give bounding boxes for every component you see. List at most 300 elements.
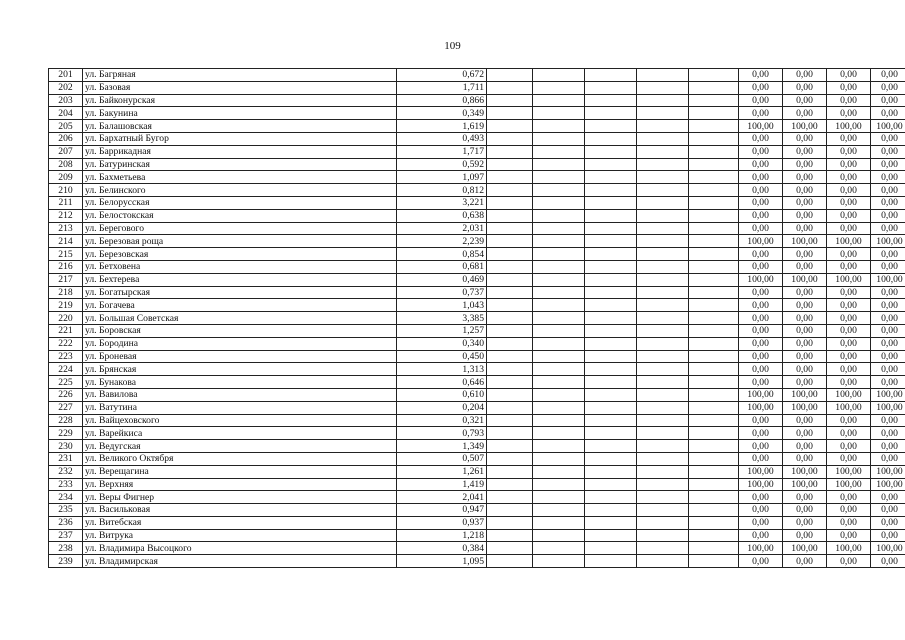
- row-number: 236: [49, 516, 83, 529]
- percent-value-2: 0,00: [783, 529, 827, 542]
- empty-cell: [637, 248, 689, 261]
- percent-value-1: 0,00: [739, 299, 783, 312]
- empty-cell: [585, 478, 637, 491]
- table-row: [49, 350, 905, 363]
- row-number: 217: [49, 273, 83, 286]
- empty-cell: [487, 94, 533, 107]
- street-name: ул. Берегового: [83, 222, 397, 235]
- length-value: 0,349: [397, 107, 487, 120]
- empty-cell: [533, 376, 585, 389]
- empty-cell: [487, 529, 533, 542]
- empty-cell: [487, 414, 533, 427]
- empty-cell: [533, 273, 585, 286]
- percent-value-4: 0,00: [871, 69, 905, 82]
- empty-cell: [533, 171, 585, 184]
- street-name: ул. Багряная: [83, 69, 397, 82]
- percent-value-4: 0,00: [871, 184, 905, 197]
- percent-value-1: 0,00: [739, 555, 783, 568]
- row-number: 216: [49, 260, 83, 273]
- empty-cell: [533, 542, 585, 555]
- empty-cell: [637, 235, 689, 248]
- empty-cell: [637, 542, 689, 555]
- empty-cell: [637, 427, 689, 440]
- percent-value-3: 0,00: [827, 529, 871, 542]
- percent-value-4: 100,00: [871, 120, 905, 133]
- empty-cell: [487, 312, 533, 325]
- percent-value-2: 0,00: [783, 324, 827, 337]
- empty-cell: [487, 465, 533, 478]
- table-row: [49, 209, 905, 222]
- percent-value-4: 0,00: [871, 440, 905, 453]
- empty-cell: [689, 286, 739, 299]
- table-row: [49, 363, 905, 376]
- empty-cell: [487, 81, 533, 94]
- street-name: ул. Брянская: [83, 363, 397, 376]
- percent-value-4: 0,00: [871, 81, 905, 94]
- empty-cell: [637, 94, 689, 107]
- percent-value-4: 0,00: [871, 299, 905, 312]
- empty-cell: [487, 132, 533, 145]
- length-value: 2,239: [397, 235, 487, 248]
- percent-value-2: 0,00: [783, 312, 827, 325]
- empty-cell: [533, 401, 585, 414]
- empty-cell: [487, 171, 533, 184]
- table-row: [49, 440, 905, 453]
- empty-cell: [487, 273, 533, 286]
- percent-value-1: 100,00: [739, 120, 783, 133]
- percent-value-1: 0,00: [739, 516, 783, 529]
- table-row: [49, 94, 905, 107]
- percent-value-3: 0,00: [827, 260, 871, 273]
- percent-value-2: 100,00: [783, 120, 827, 133]
- empty-cell: [637, 376, 689, 389]
- empty-cell: [585, 401, 637, 414]
- percent-value-3: 100,00: [827, 478, 871, 491]
- empty-cell: [533, 248, 585, 261]
- percent-value-1: 100,00: [739, 542, 783, 555]
- empty-cell: [637, 401, 689, 414]
- table-row: [49, 145, 905, 158]
- empty-cell: [487, 516, 533, 529]
- empty-cell: [487, 248, 533, 261]
- percent-value-1: 0,00: [739, 81, 783, 94]
- street-name: ул. Вайцеховского: [83, 414, 397, 427]
- empty-cell: [689, 107, 739, 120]
- row-number: 227: [49, 401, 83, 414]
- empty-cell: [585, 376, 637, 389]
- percent-value-4: 0,00: [871, 248, 905, 261]
- row-number: 225: [49, 376, 83, 389]
- row-number: 207: [49, 145, 83, 158]
- table-row: [49, 478, 905, 491]
- percent-value-3: 0,00: [827, 440, 871, 453]
- percent-value-1: 0,00: [739, 132, 783, 145]
- percent-value-2: 0,00: [783, 440, 827, 453]
- empty-cell: [637, 452, 689, 465]
- percent-value-3: 0,00: [827, 184, 871, 197]
- empty-cell: [585, 209, 637, 222]
- empty-cell: [533, 452, 585, 465]
- percent-value-2: 0,00: [783, 376, 827, 389]
- percent-value-4: 100,00: [871, 401, 905, 414]
- empty-cell: [689, 427, 739, 440]
- percent-value-3: 0,00: [827, 504, 871, 517]
- empty-cell: [487, 401, 533, 414]
- percent-value-3: 0,00: [827, 555, 871, 568]
- empty-cell: [689, 132, 739, 145]
- percent-value-4: 0,00: [871, 312, 905, 325]
- table-row: [49, 388, 905, 401]
- empty-cell: [689, 414, 739, 427]
- percent-value-3: 0,00: [827, 414, 871, 427]
- empty-cell: [533, 260, 585, 273]
- percent-value-1: 0,00: [739, 145, 783, 158]
- street-name: ул. Владимира Высоцкого: [83, 542, 397, 555]
- table-row: [49, 529, 905, 542]
- empty-cell: [585, 542, 637, 555]
- empty-cell: [689, 388, 739, 401]
- percent-value-1: 0,00: [739, 312, 783, 325]
- percent-value-2: 0,00: [783, 452, 827, 465]
- street-name: ул. Верещагина: [83, 465, 397, 478]
- row-number: 229: [49, 427, 83, 440]
- empty-cell: [637, 440, 689, 453]
- empty-cell: [585, 555, 637, 568]
- street-name: ул. Березовая роща: [83, 235, 397, 248]
- table-row: [49, 452, 905, 465]
- empty-cell: [487, 145, 533, 158]
- percent-value-3: 0,00: [827, 158, 871, 171]
- empty-cell: [689, 145, 739, 158]
- percent-value-2: 0,00: [783, 248, 827, 261]
- length-value: 0,854: [397, 248, 487, 261]
- percent-value-4: 0,00: [871, 504, 905, 517]
- empty-cell: [585, 337, 637, 350]
- empty-cell: [585, 452, 637, 465]
- empty-cell: [487, 324, 533, 337]
- empty-cell: [689, 248, 739, 261]
- percent-value-4: 0,00: [871, 350, 905, 363]
- percent-value-4: 0,00: [871, 529, 905, 542]
- row-number: 210: [49, 184, 83, 197]
- empty-cell: [637, 350, 689, 363]
- row-number: 205: [49, 120, 83, 133]
- table-row: [49, 491, 905, 504]
- percent-value-4: 0,00: [871, 286, 905, 299]
- empty-cell: [689, 491, 739, 504]
- percent-value-2: 0,00: [783, 107, 827, 120]
- empty-cell: [487, 504, 533, 517]
- street-name: ул. Верхняя: [83, 478, 397, 491]
- row-number: 208: [49, 158, 83, 171]
- street-name: ул. Бетховена: [83, 260, 397, 273]
- percent-value-4: 0,00: [871, 171, 905, 184]
- row-number: 206: [49, 132, 83, 145]
- row-number: 209: [49, 171, 83, 184]
- percent-value-4: 100,00: [871, 478, 905, 491]
- percent-value-2: 0,00: [783, 363, 827, 376]
- table-row: [49, 81, 905, 94]
- empty-cell: [533, 299, 585, 312]
- row-number: 222: [49, 337, 83, 350]
- empty-cell: [487, 388, 533, 401]
- empty-cell: [637, 299, 689, 312]
- percent-value-2: 0,00: [783, 491, 827, 504]
- percent-value-3: 0,00: [827, 491, 871, 504]
- percent-value-2: 100,00: [783, 273, 827, 286]
- street-name: ул. Белостокская: [83, 209, 397, 222]
- percent-value-4: 100,00: [871, 235, 905, 248]
- row-number: 223: [49, 350, 83, 363]
- street-name: ул. Бархатный Бугор: [83, 132, 397, 145]
- row-number: 220: [49, 312, 83, 325]
- empty-cell: [637, 273, 689, 286]
- percent-value-4: 0,00: [871, 427, 905, 440]
- empty-cell: [689, 94, 739, 107]
- percent-value-3: 0,00: [827, 452, 871, 465]
- percent-value-3: 0,00: [827, 132, 871, 145]
- length-value: 0,947: [397, 504, 487, 517]
- empty-cell: [585, 120, 637, 133]
- empty-cell: [487, 107, 533, 120]
- length-value: 1,619: [397, 120, 487, 133]
- percent-value-2: 100,00: [783, 388, 827, 401]
- empty-cell: [487, 427, 533, 440]
- percent-value-2: 0,00: [783, 81, 827, 94]
- table-row: [49, 427, 905, 440]
- empty-cell: [487, 260, 533, 273]
- empty-cell: [637, 171, 689, 184]
- empty-cell: [533, 81, 585, 94]
- table-row: [49, 273, 905, 286]
- empty-cell: [637, 529, 689, 542]
- empty-cell: [533, 491, 585, 504]
- empty-cell: [533, 440, 585, 453]
- percent-value-2: 0,00: [783, 222, 827, 235]
- empty-cell: [585, 312, 637, 325]
- empty-cell: [637, 337, 689, 350]
- street-name: ул. Богачева: [83, 299, 397, 312]
- empty-cell: [585, 260, 637, 273]
- table-row: [49, 299, 905, 312]
- length-value: 0,493: [397, 132, 487, 145]
- empty-cell: [637, 107, 689, 120]
- street-name: ул. Бородина: [83, 337, 397, 350]
- empty-cell: [533, 120, 585, 133]
- table-row: [49, 465, 905, 478]
- table-row: [49, 376, 905, 389]
- percent-value-2: 0,00: [783, 299, 827, 312]
- empty-cell: [689, 529, 739, 542]
- empty-cell: [585, 184, 637, 197]
- percent-value-1: 0,00: [739, 350, 783, 363]
- length-value: 1,349: [397, 440, 487, 453]
- empty-cell: [637, 465, 689, 478]
- percent-value-1: 0,00: [739, 324, 783, 337]
- street-name: ул. Веры Фигнер: [83, 491, 397, 504]
- percent-value-1: 0,00: [739, 376, 783, 389]
- table-row: [49, 260, 905, 273]
- empty-cell: [689, 184, 739, 197]
- empty-cell: [585, 529, 637, 542]
- length-value: 1,095: [397, 555, 487, 568]
- table-row: [49, 504, 905, 517]
- empty-cell: [487, 69, 533, 82]
- percent-value-3: 0,00: [827, 145, 871, 158]
- empty-cell: [487, 350, 533, 363]
- percent-value-1: 0,00: [739, 529, 783, 542]
- percent-value-3: 100,00: [827, 542, 871, 555]
- percent-value-3: 0,00: [827, 171, 871, 184]
- percent-value-1: 0,00: [739, 504, 783, 517]
- empty-cell: [585, 440, 637, 453]
- length-value: 0,592: [397, 158, 487, 171]
- table-row: [49, 171, 905, 184]
- table-row: [49, 286, 905, 299]
- empty-cell: [689, 401, 739, 414]
- empty-cell: [533, 196, 585, 209]
- percent-value-4: 100,00: [871, 542, 905, 555]
- table-body: [49, 69, 905, 568]
- empty-cell: [487, 222, 533, 235]
- percent-value-2: 0,00: [783, 158, 827, 171]
- empty-cell: [689, 376, 739, 389]
- table-row: [49, 542, 905, 555]
- length-value: 0,737: [397, 286, 487, 299]
- street-name: ул. Березовская: [83, 248, 397, 261]
- empty-cell: [585, 427, 637, 440]
- length-value: 0,204: [397, 401, 487, 414]
- empty-cell: [533, 427, 585, 440]
- row-number: 224: [49, 363, 83, 376]
- length-value: 0,321: [397, 414, 487, 427]
- empty-cell: [585, 235, 637, 248]
- percent-value-1: 0,00: [739, 209, 783, 222]
- percent-value-2: 0,00: [783, 337, 827, 350]
- percent-value-2: 0,00: [783, 209, 827, 222]
- percent-value-1: 0,00: [739, 363, 783, 376]
- row-number: 212: [49, 209, 83, 222]
- length-value: 0,672: [397, 69, 487, 82]
- empty-cell: [689, 235, 739, 248]
- street-name: ул. Витебская: [83, 516, 397, 529]
- empty-cell: [689, 504, 739, 517]
- street-name: ул. Богатырская: [83, 286, 397, 299]
- percent-value-3: 0,00: [827, 312, 871, 325]
- row-number: 214: [49, 235, 83, 248]
- empty-cell: [487, 363, 533, 376]
- empty-cell: [533, 478, 585, 491]
- percent-value-1: 0,00: [739, 440, 783, 453]
- percent-value-2: 0,00: [783, 132, 827, 145]
- percent-value-1: 0,00: [739, 69, 783, 82]
- percent-value-1: 100,00: [739, 465, 783, 478]
- percent-value-4: 100,00: [871, 388, 905, 401]
- percent-value-1: 0,00: [739, 94, 783, 107]
- empty-cell: [585, 132, 637, 145]
- percent-value-2: 100,00: [783, 465, 827, 478]
- empty-cell: [689, 542, 739, 555]
- empty-cell: [689, 171, 739, 184]
- empty-cell: [689, 363, 739, 376]
- empty-cell: [689, 209, 739, 222]
- empty-cell: [487, 235, 533, 248]
- table-row: [49, 324, 905, 337]
- empty-cell: [487, 299, 533, 312]
- empty-cell: [637, 120, 689, 133]
- empty-cell: [533, 145, 585, 158]
- percent-value-1: 100,00: [739, 388, 783, 401]
- empty-cell: [487, 196, 533, 209]
- percent-value-4: 0,00: [871, 94, 905, 107]
- table-row: [49, 158, 905, 171]
- street-name: ул. Батуринская: [83, 158, 397, 171]
- percent-value-2: 0,00: [783, 260, 827, 273]
- percent-value-3: 0,00: [827, 363, 871, 376]
- empty-cell: [585, 248, 637, 261]
- empty-cell: [689, 555, 739, 568]
- empty-cell: [585, 324, 637, 337]
- length-value: 1,218: [397, 529, 487, 542]
- percent-value-3: 0,00: [827, 324, 871, 337]
- row-number: 232: [49, 465, 83, 478]
- empty-cell: [637, 363, 689, 376]
- percent-value-3: 0,00: [827, 299, 871, 312]
- percent-value-1: 0,00: [739, 491, 783, 504]
- percent-value-2: 0,00: [783, 145, 827, 158]
- percent-value-4: 100,00: [871, 273, 905, 286]
- empty-cell: [487, 491, 533, 504]
- empty-cell: [533, 184, 585, 197]
- percent-value-4: 0,00: [871, 491, 905, 504]
- percent-value-3: 100,00: [827, 235, 871, 248]
- length-value: 1,711: [397, 81, 487, 94]
- percent-value-4: 0,00: [871, 209, 905, 222]
- table-row: [49, 184, 905, 197]
- length-value: 0,681: [397, 260, 487, 273]
- percent-value-4: 0,00: [871, 324, 905, 337]
- empty-cell: [533, 529, 585, 542]
- empty-cell: [533, 388, 585, 401]
- percent-value-4: 0,00: [871, 555, 905, 568]
- empty-cell: [533, 350, 585, 363]
- percent-value-2: 0,00: [783, 171, 827, 184]
- table-row: [49, 248, 905, 261]
- row-number: 213: [49, 222, 83, 235]
- empty-cell: [637, 555, 689, 568]
- street-name: ул. Вавилова: [83, 388, 397, 401]
- empty-cell: [637, 184, 689, 197]
- percent-value-3: 0,00: [827, 516, 871, 529]
- empty-cell: [637, 145, 689, 158]
- empty-cell: [533, 324, 585, 337]
- length-value: 0,450: [397, 350, 487, 363]
- percent-value-3: 0,00: [827, 196, 871, 209]
- percent-value-3: 0,00: [827, 69, 871, 82]
- row-number: 201: [49, 69, 83, 82]
- percent-value-2: 0,00: [783, 516, 827, 529]
- percent-value-3: 0,00: [827, 337, 871, 350]
- empty-cell: [585, 465, 637, 478]
- percent-value-2: 0,00: [783, 504, 827, 517]
- percent-value-3: 0,00: [827, 286, 871, 299]
- percent-value-3: 100,00: [827, 273, 871, 286]
- empty-cell: [585, 171, 637, 184]
- percent-value-1: 0,00: [739, 260, 783, 273]
- empty-cell: [689, 81, 739, 94]
- percent-value-4: 100,00: [871, 465, 905, 478]
- empty-cell: [533, 337, 585, 350]
